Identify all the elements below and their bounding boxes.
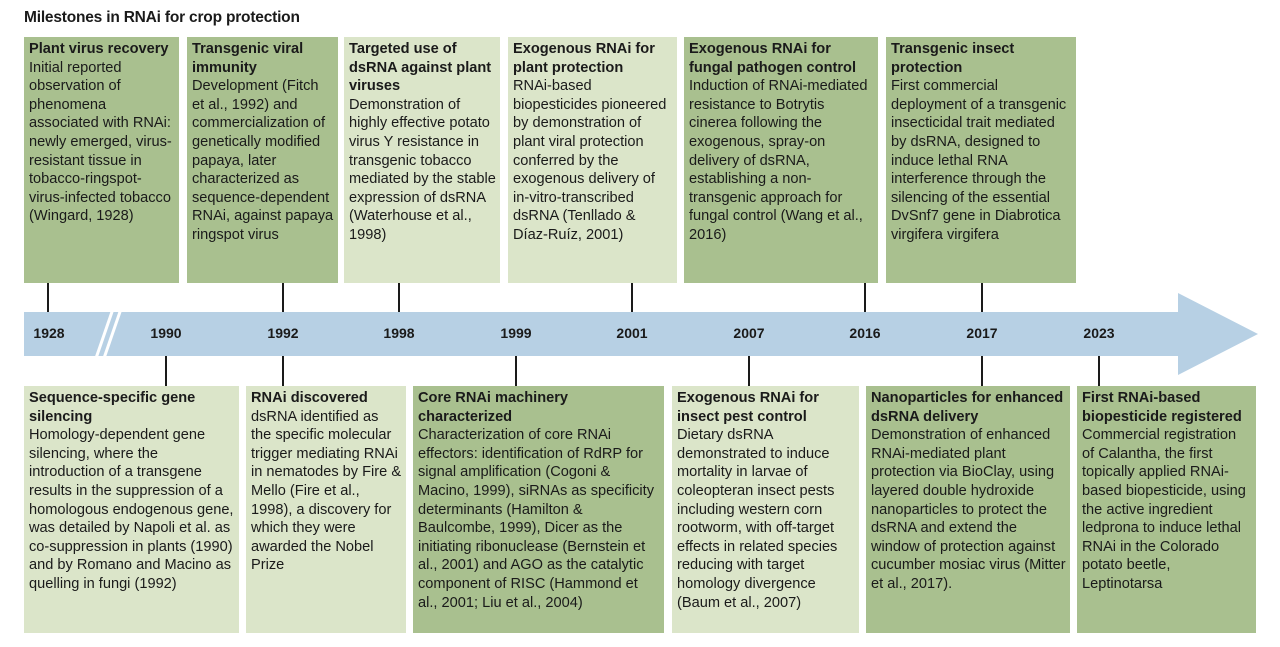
milestone-body: Characterization of core RNAi effectors: identification of RdRP for signal amplification (Cogoni & Macino, 1999), siRNAs as specificity determinants (Hamilton & Baulcombe, 1999), Dicer as the initiating ribonuclease (Bernstein et al., 2001) and AGO as the catalytic component of RISC (Hammond et al., 2001; Liu et al., 2004): [418, 427, 655, 611]
milestone-fungal-control: [684, 37, 878, 283]
tick-1998-bottom: [282, 356, 284, 386]
year-label: 1990: [150, 325, 182, 341]
milestone-body: Commercial registration of Calantha, the first topically applied RNAi-based biopesticide, using the active ingredient ledprona to induce lethal RNAi in the Colorado potato beetle, Leptinotarsa: [1082, 427, 1246, 592]
milestone-body: Demonstration of highly effective potato virus Y resistance in transgenic tobacco mediated by the stable expression of dsRNA (Waterhouse et al., 1998): [349, 96, 496, 243]
year-label: 1992: [267, 325, 299, 341]
year-label: 1998: [383, 325, 415, 341]
tick-2017-bottom: [981, 356, 983, 386]
milestone-heading: Core RNAi machinery characterized: [418, 390, 569, 425]
tick-2017: [981, 283, 983, 312]
tick-1990: [165, 356, 167, 386]
milestone-body: Induction of RNAi-mediated resistance to Botrytis cinerea following the exogenous, spray-on delivery of dsRNA, establishing a non-transgenic approach for fungal control (Wang et al., 2016): [689, 78, 868, 243]
milestone-targeted-dsrna: [344, 37, 500, 283]
milestone-heading: Nanoparticles for enhanced dsRNA delivery: [871, 390, 1064, 425]
tick-1998: [398, 283, 400, 312]
tick-2023: [1098, 356, 1100, 386]
milestone-heading: Sequence-specific gene silencing: [29, 390, 196, 425]
milestone-body: RNAi-based biopesticides pioneered by demonstration of plant viral protection conferred by the exogenous delivery of in-vitro-transcribed dsRNA (Tenllado & Díaz-Ruíz, 2001): [513, 78, 667, 243]
milestone-heading: Exogenous RNAi for plant protection: [513, 41, 655, 76]
milestone-body: Homology-dependent gene silencing, where the introduction of a transgene results in the suppression of a homologous endogenous gene, was detailed by Napoli et al. as co-suppression in plants (1990) and by Romano and Macino as quelling in fungi (1992): [29, 427, 234, 592]
milestone-heading: Transgenic viral immunity: [192, 41, 304, 76]
milestone-body: First commercial deployment of a transgenic insecticidal trait mediated by dsRNA, designed to induce lethal RNA interference through the silencing of the essential DvSnf7 gene in Diabrotica virgifera virgifera: [891, 78, 1067, 243]
milestone-nanoparticles: [866, 386, 1070, 633]
tick-2016: [864, 283, 866, 312]
milestone-body: Development (Fitch et al., 1992) and commercialization of genetically modified papaya, later characterized as sequence-dependent RNAi, against papaya ringspot virus: [192, 78, 334, 243]
milestone-insect-pest-control: [672, 386, 859, 633]
year-label: 1999: [500, 325, 532, 341]
year-label: 2007: [733, 325, 765, 341]
milestone-body: Initial reported observation of phenomena associated with RNAi: newly emerged, virus-resistant tissue in tobacco-ringspot-virus-infected tobacco (Wingard, 1928): [29, 59, 172, 225]
milestone-sequence-specific-silencing: [24, 386, 239, 633]
milestone-heading: Targeted use of dsRNA against plant viruses: [349, 41, 492, 95]
milestone-rnai-discovered: [246, 386, 406, 633]
milestone-body: dsRNA identified as the specific molecular trigger mediating RNAi in nematodes by Fire & Mello (Fire et al., 1998), a discovery for which they were awarded the Nobel Prize: [251, 408, 402, 574]
tick-2001: [631, 283, 633, 312]
milestone-heading: Exogenous RNAi for fungal pathogen control: [689, 41, 857, 76]
milestone-heading: Transgenic insect protection: [891, 41, 1015, 76]
milestone-heading: Plant virus recovery: [29, 41, 169, 57]
milestone-core-machinery: [413, 386, 664, 633]
year-label: 2017: [966, 325, 998, 341]
figure-title: Milestones in RNAi for crop protection: [24, 9, 300, 26]
milestone-body: Demonstration of enhanced RNAi-mediated plant protection via BioClay, using layered double hydroxide nanoparticles to protect the dsRNA and extend the window of protection against cucumber mosiac virus (Mitter et al., 2017).: [871, 427, 1066, 592]
tick-1999: [515, 356, 517, 386]
year-label: 2016: [849, 325, 881, 341]
milestone-plant-virus-recovery: [24, 37, 179, 283]
year-label: 2001: [616, 325, 648, 341]
tick-2007: [748, 356, 750, 386]
milestone-first-biopesticide: [1077, 386, 1256, 633]
milestone-heading: Exogenous RNAi for insect pest control: [677, 390, 819, 425]
milestone-exogenous-plant-protection: [508, 37, 677, 283]
milestone-heading: RNAi discovered: [251, 390, 368, 406]
milestone-body: Dietary dsRNA demonstrated to induce mortality in larvae of coleopteran insect pests including western corn rootworm, with off-target effects in related species reducing with target homology divergence (Baum et al., 2007): [677, 427, 838, 611]
year-label: 2023: [1083, 325, 1115, 341]
tick-1928: [47, 283, 49, 312]
milestone-transgenic-insect: [886, 37, 1076, 283]
milestone-transgenic-viral-immunity: [187, 37, 338, 283]
tick-1992: [282, 283, 284, 312]
milestone-heading: First RNAi-based biopesticide registered: [1082, 390, 1242, 425]
year-label: 1928: [33, 325, 65, 341]
